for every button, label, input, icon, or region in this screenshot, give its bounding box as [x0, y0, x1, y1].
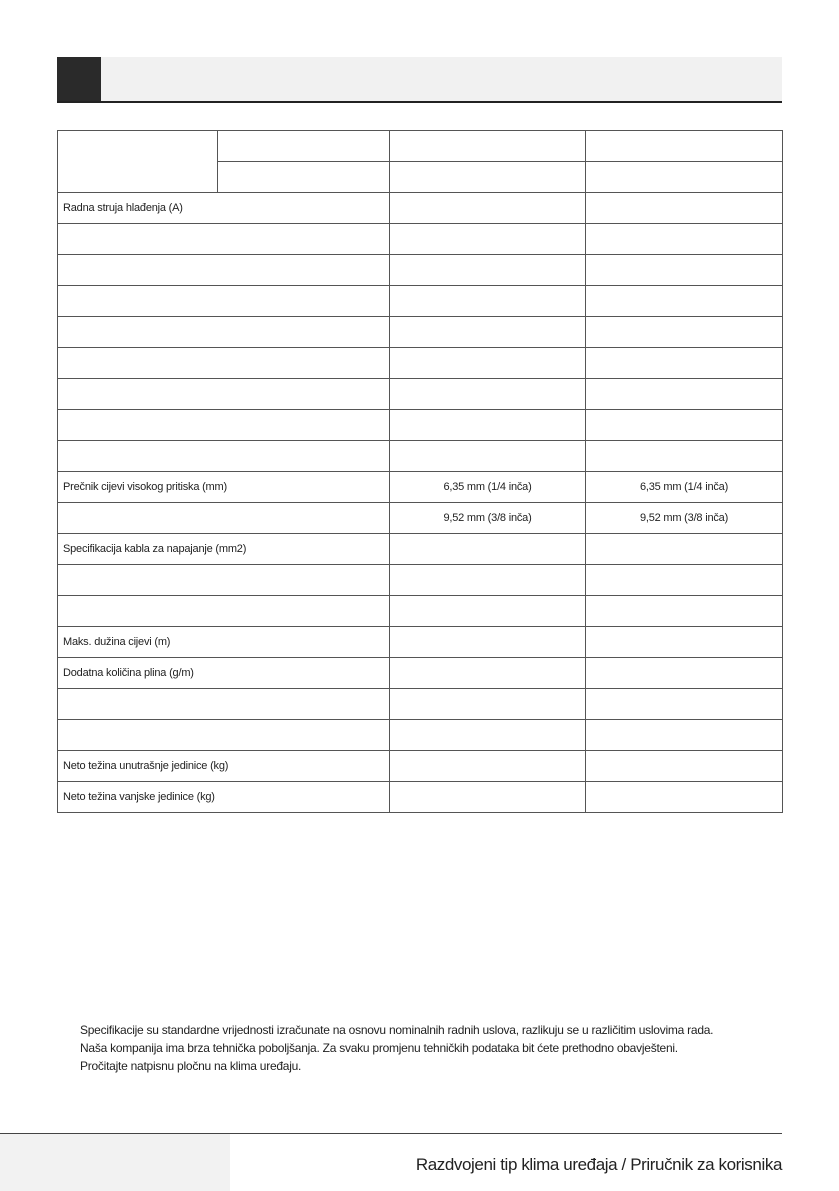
- table-cell-label: [58, 565, 390, 596]
- table-row: [58, 410, 783, 441]
- table-cell-value: 6,35 mm (1/4 inča): [586, 472, 783, 503]
- table-cell-value: [390, 255, 586, 286]
- table-cell-label: [58, 286, 390, 317]
- footer-page-tab: [0, 1134, 230, 1191]
- table-cell-value: [586, 193, 783, 224]
- table-cell-label: [58, 720, 390, 751]
- table-cell-label: [58, 410, 390, 441]
- table-cell-label: [58, 317, 390, 348]
- table-cell-value: [586, 751, 783, 782]
- table-cell-label: Specifikacija kabla za napajanje (mm2): [58, 534, 390, 565]
- note-line: Specifikacije su standardne vrijednosti izračunate na osnovu nominalnih radnih uslova, razlikuju se u različitim uslovima rada.: [80, 1023, 714, 1037]
- table-cell-value: [390, 317, 586, 348]
- table-cell-value: [586, 441, 783, 472]
- table-cell-value: [390, 286, 586, 317]
- table-row: [58, 131, 783, 162]
- table-row: [58, 627, 783, 658]
- table-row: [58, 689, 783, 720]
- table-row: [58, 379, 783, 410]
- table-row: [58, 224, 783, 255]
- table-cell-value: [390, 658, 586, 689]
- table-cell-label: Prečnik cijevi visokog pritiska (mm): [58, 472, 390, 503]
- table-cell-label: Neto težina unutrašnje jedinice (kg): [58, 751, 390, 782]
- table-cell-value: [586, 131, 783, 162]
- specification-table: [57, 130, 783, 813]
- table-cell-label: [58, 503, 390, 534]
- table-cell-value: [390, 689, 586, 720]
- table-cell-value: 9,52 mm (3/8 inča): [390, 503, 586, 534]
- footer-title: Razdvojeni tip klima uređaja / Priručnik za korisnika: [415, 1155, 782, 1174]
- table-cell-value: [390, 193, 586, 224]
- table-cell-value: [586, 224, 783, 255]
- table-cell-value: [390, 410, 586, 441]
- table-cell-label: [58, 379, 390, 410]
- table-cell-value: [390, 565, 586, 596]
- table-cell-value: [586, 565, 783, 596]
- table-cell-label: [58, 596, 390, 627]
- table-cell-value: [390, 131, 586, 162]
- table-cell-value: [390, 720, 586, 751]
- section-header-bar: [57, 57, 782, 103]
- table-cell-label: [58, 441, 390, 472]
- table-cell-value: [390, 224, 586, 255]
- table-cell-label: Dodatna količina plina (g/m): [58, 658, 390, 689]
- section-number-block: [57, 57, 101, 101]
- table-row: [58, 596, 783, 627]
- table-cell-value: [586, 379, 783, 410]
- table-cell-value: [390, 627, 586, 658]
- table-row: [58, 503, 783, 534]
- table-cell-label: [58, 131, 218, 193]
- table-row: [58, 782, 783, 813]
- table-cell-value: [390, 441, 586, 472]
- table-cell-value: [390, 596, 586, 627]
- table-row: [58, 565, 783, 596]
- table-cell-value: [390, 751, 586, 782]
- table-row: [58, 472, 783, 503]
- table-cell-sublabel: [218, 162, 390, 193]
- table-cell-value: [390, 348, 586, 379]
- table-cell-value: 9,52 mm (3/8 inča): [586, 503, 783, 534]
- table-row: [58, 348, 783, 379]
- table-cell-value: [390, 534, 586, 565]
- note-line: Pročitajte natpisnu pločnu na klima uređaju.: [80, 1059, 302, 1073]
- table-row: [58, 193, 783, 224]
- table-cell-value: [586, 596, 783, 627]
- table-cell-label: Radna struja hlađenja (A): [58, 193, 390, 224]
- table-cell-value: 6,35 mm (1/4 inča): [390, 472, 586, 503]
- table-row: [58, 286, 783, 317]
- table-cell-label: [58, 255, 390, 286]
- table-cell-value: [586, 658, 783, 689]
- table-cell-value: [586, 162, 783, 193]
- table-cell-value: [586, 410, 783, 441]
- specification-notes: [80, 1021, 790, 1075]
- table-cell-value: [586, 348, 783, 379]
- table-row: [58, 317, 783, 348]
- table-cell-value: [586, 534, 783, 565]
- table-row: [58, 441, 783, 472]
- table-cell-value: [390, 782, 586, 813]
- table-cell-label: Neto težina vanjske jedinice (kg): [58, 782, 390, 813]
- table-cell-label: Maks. dužina cijevi (m): [58, 627, 390, 658]
- table-cell-value: [586, 782, 783, 813]
- table-row: [58, 658, 783, 689]
- table-cell-value: [390, 379, 586, 410]
- table-cell-value: [586, 689, 783, 720]
- table-cell-sublabel: [218, 131, 390, 162]
- note-line: Naša kompanija ima brza tehnička poboljšanja. Za svaku promjenu tehničkih podataka bit ćete prethodno obavješteni.: [80, 1041, 678, 1055]
- table-cell-value: [586, 627, 783, 658]
- table-row: [58, 751, 783, 782]
- table-row: [58, 534, 783, 565]
- table-cell-label: [58, 689, 390, 720]
- table-cell-label: [58, 348, 390, 379]
- table-cell-value: [390, 162, 586, 193]
- table-cell-label: [58, 224, 390, 255]
- table-cell-value: [586, 720, 783, 751]
- table-row: [58, 720, 783, 751]
- table-cell-value: [586, 286, 783, 317]
- table-cell-value: [586, 317, 783, 348]
- table-row: [58, 255, 783, 286]
- table-cell-value: [586, 255, 783, 286]
